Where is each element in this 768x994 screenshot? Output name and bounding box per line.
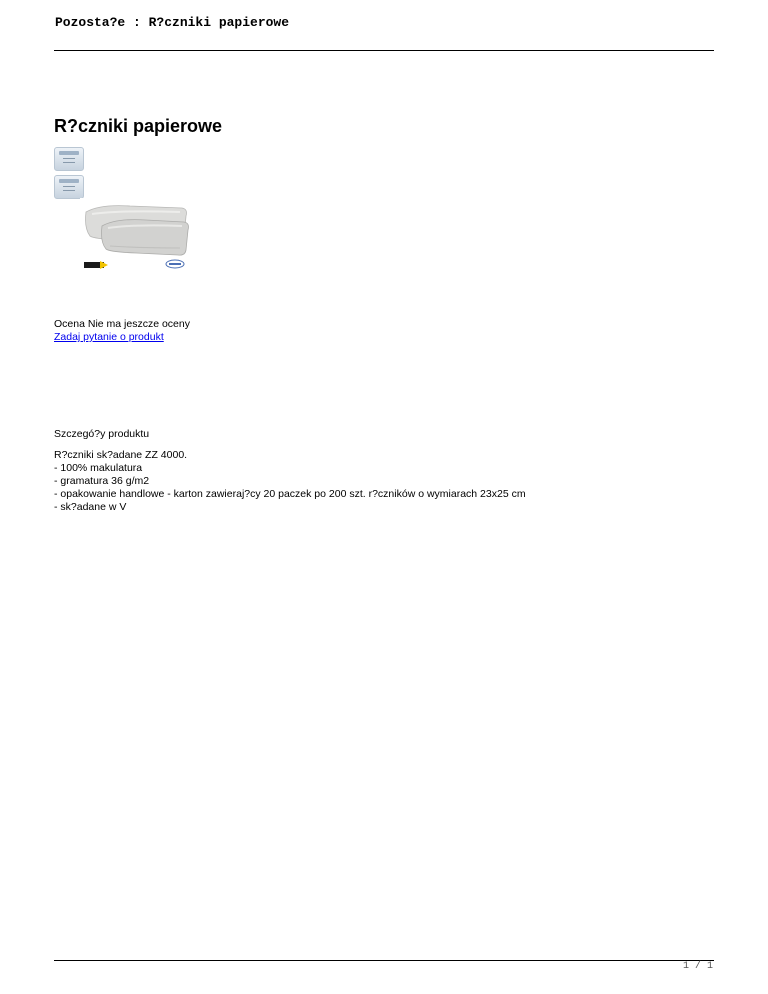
description-line: - gramatura 36 g/m2 (54, 475, 150, 487)
rating-row (54, 318, 190, 331)
page-number: 1 / 1 (682, 961, 713, 972)
product-thumbnail-placeholder[interactable] (54, 175, 84, 199)
description-line: - opakowanie handlowe - karton zawieraj?cy 20 paczek po 200 szt. r?czników o wymiarach 23x25 cm (54, 488, 526, 500)
product-title: R?czniki papierowe (54, 116, 223, 136)
ask-question-link[interactable]: Zadaj pytanie o produkt (54, 331, 164, 343)
footer-divider (54, 960, 714, 961)
rating-label: Ocena (54, 318, 85, 330)
description-line: R?czniki sk?adane ZZ 4000. (54, 449, 188, 461)
product-description (54, 449, 526, 514)
header-divider (54, 50, 714, 51)
details-heading: Szczegó?y produktu (54, 428, 150, 440)
product-thumbnail-placeholder[interactable] (54, 147, 84, 171)
description-line: - 100% makulatura (54, 462, 143, 474)
description-line: - sk?adane w V (54, 501, 127, 513)
document-header-title: Pozosta?e : R?czniki papierowe (55, 15, 290, 30)
rating-value: Nie ma jeszcze oceny (87, 318, 190, 330)
product-image[interactable] (80, 198, 192, 274)
